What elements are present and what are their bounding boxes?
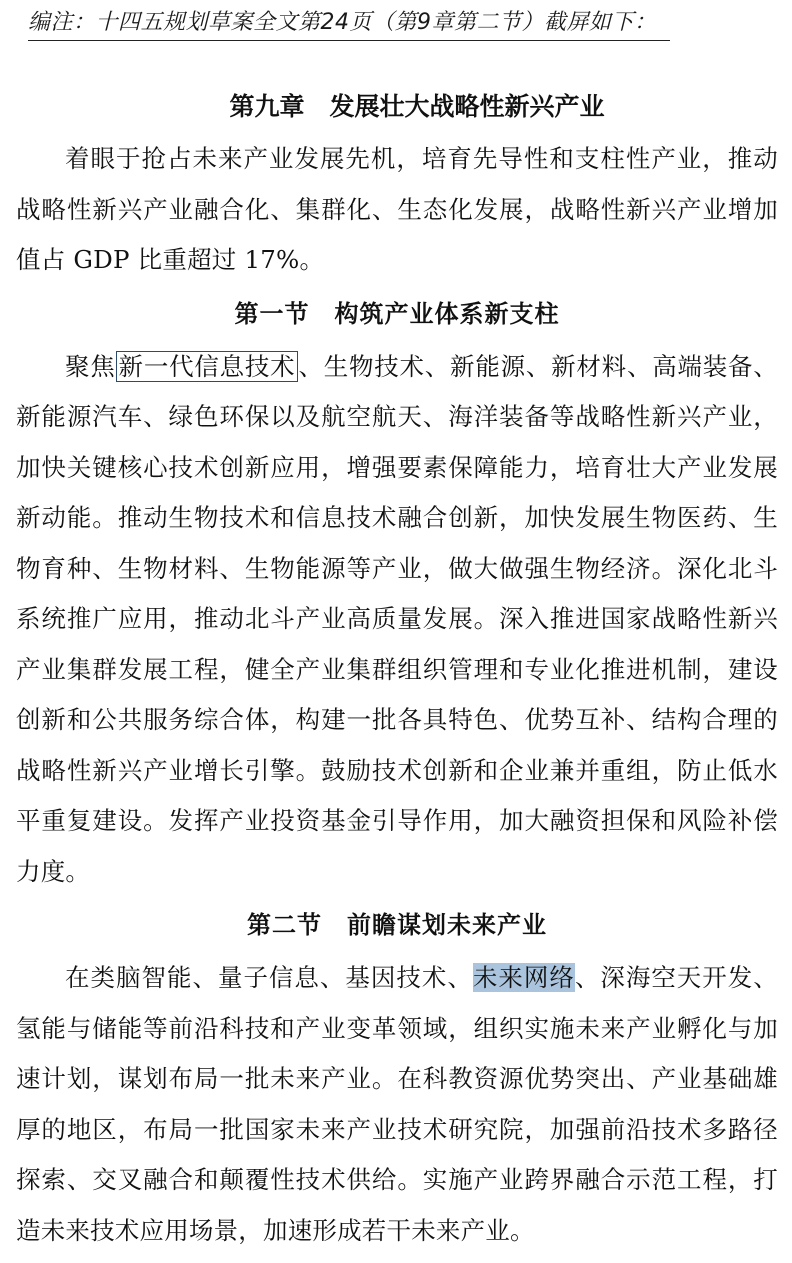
section-2-title: 第二节 前瞻谋划未来产业 <box>247 910 547 939</box>
highlighted-term-future-network[interactable]: 未来网络 <box>472 963 575 992</box>
section-1-body: 、生物技术、新能源、新材料、高端装备、新能源汽车、绿色环保以及航空航天、海洋装备等战略性新兴产业，加快关键核心技术创新应用，增强要素保障能力，培育壮大产业发展新动能。推动生物技术和信息技术融合创新，加快发展生物医药、生物育种、生物材料、生物能源等产业，做大做强生物经济。深化北斗系统推广应用，推动北斗产业高质量发展。深入推进国家战略性新兴产业集群发展工程，健全产业集群组织管理和专业化推进机制，建设创新和公共服务综合体，构建一批各具特色、优势互补、结构合理的战略性新兴产业增长引擎。鼓励技术创新和企业兼并重组，防止低水平重复建设。发挥产业投资基金引导作用，加大融资担保和风险补偿力度。 <box>16 351 778 886</box>
document-body <box>16 80 778 1256</box>
editor-note: 编注：十四五规划草案全文第24页（第9章第二节）截屏如下： <box>28 8 670 41</box>
section-1-paragraph <box>16 342 778 898</box>
chapter-title: 第九章 发展壮大战略性新兴产业 <box>229 92 605 121</box>
chapter-intro-paragraph: 着眼于抢占未来产业发展先机，培育先导性和支柱性产业，推动战略性新兴产业融合化、集群化、生态化发展，战略性新兴产业增加值占 GDP 比重超过 17%。 <box>16 144 778 274</box>
section-1-lead: 聚焦 <box>65 351 116 381</box>
section-2-lead: 在类脑智能、量子信息、基因技术、 <box>65 963 473 992</box>
boxed-term-new-generation-it[interactable]: 新一代信息技术 <box>116 351 299 382</box>
section-1-title: 第一节 构筑产业体系新支柱 <box>234 298 560 328</box>
section-2-body: 、深海空天开发、氢能与储能等前沿科技和产业变革领域，组织实施未来产业孵化与加速计划，谋划布局一批未来产业。在科教资源优势突出、产业基础雄厚的地区，布局一批国家未来产业技术研究院，加强前沿技术多路径探索、交叉融合和颠覆性技术供给。实施产业跨界融合示范工程，打造未来技术应用场景，加速形成若干未来产业。 <box>16 963 778 1245</box>
section-2-paragraph <box>16 953 778 1256</box>
